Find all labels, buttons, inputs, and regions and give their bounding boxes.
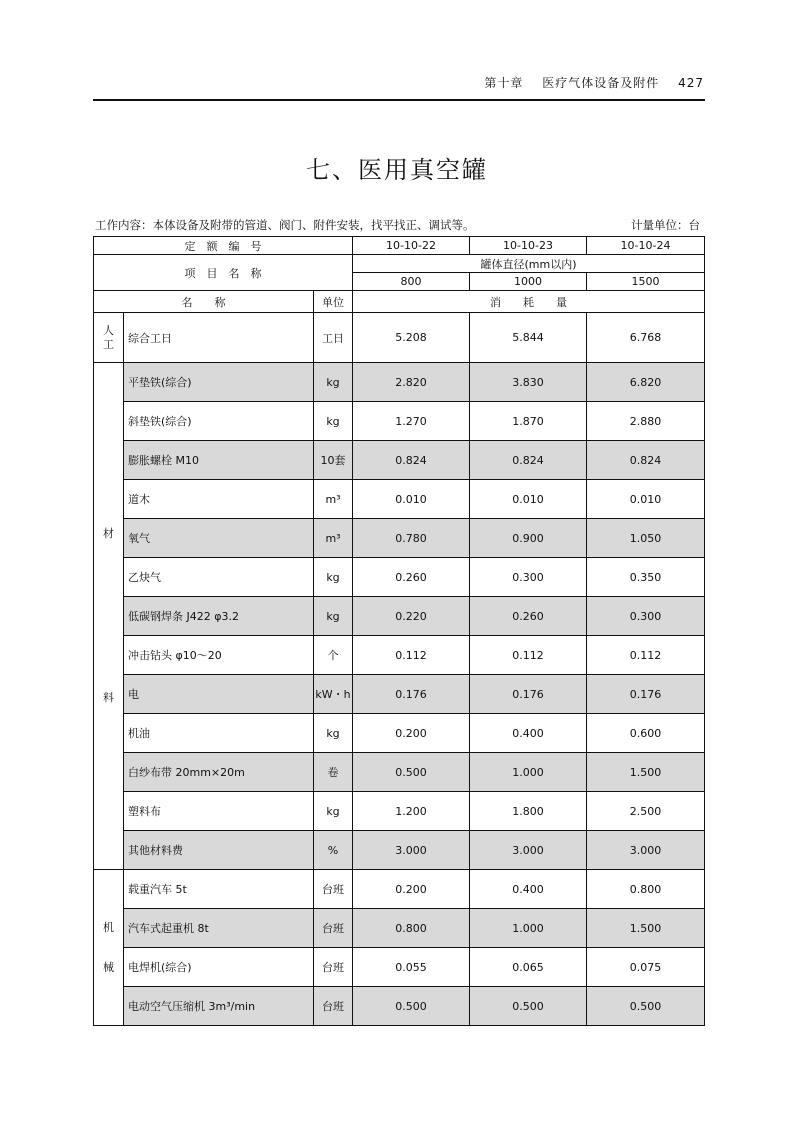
value-cell: 1.270: [353, 402, 470, 441]
code-cell: 10-10-23: [470, 237, 587, 255]
table-row: [94, 363, 705, 402]
table-row: [94, 948, 705, 987]
value-cell: 1.050: [587, 519, 705, 558]
table-row: [94, 597, 705, 636]
item-name: 电动空气压缩机 3m³/min: [124, 987, 314, 1026]
item-unit: %: [314, 831, 353, 870]
table-row: [94, 753, 705, 792]
value-cell: 0.824: [353, 441, 470, 480]
consumption-column-header: 消 耗 量: [353, 291, 705, 313]
item-unit: kg: [314, 792, 353, 831]
value-cell: 0.176: [587, 675, 705, 714]
item-unit: 卷: [314, 753, 353, 792]
item-unit: kW・h: [314, 675, 353, 714]
table-row: [94, 792, 705, 831]
value-cell: 0.112: [470, 636, 587, 675]
diameter-cell: 800: [353, 273, 470, 291]
section-title: 七、医用真空罐: [306, 156, 488, 184]
table-row: [94, 870, 705, 909]
category-labor: 人 工: [94, 313, 124, 363]
category-machine: 机 械: [94, 870, 124, 1026]
value-cell: 0.400: [470, 714, 587, 753]
value-cell: 0.200: [353, 714, 470, 753]
item-unit: kg: [314, 402, 353, 441]
value-cell: 5.844: [470, 313, 587, 363]
value-cell: 1.000: [470, 753, 587, 792]
item-name: 其他材料费: [124, 831, 314, 870]
value-cell: 0.824: [470, 441, 587, 480]
item-unit: 台班: [314, 948, 353, 987]
quota-code-row: [94, 237, 705, 255]
value-cell: 0.010: [470, 480, 587, 519]
item-unit: kg: [314, 714, 353, 753]
value-cell: 0.176: [353, 675, 470, 714]
value-cell: 0.010: [587, 480, 705, 519]
item-name: 斜垫铁(综合): [124, 402, 314, 441]
item-name: 塑料布: [124, 792, 314, 831]
value-cell: 3.000: [353, 831, 470, 870]
item-unit: 个: [314, 636, 353, 675]
diameter-cell: 1000: [470, 273, 587, 291]
value-cell: 0.260: [353, 558, 470, 597]
value-cell: 3.000: [587, 831, 705, 870]
value-cell: 1.500: [587, 753, 705, 792]
param-row: [94, 255, 705, 273]
value-cell: 0.055: [353, 948, 470, 987]
unit-note: 计量单位：台: [631, 218, 700, 232]
value-cell: 6.768: [587, 313, 705, 363]
value-cell: 0.260: [470, 597, 587, 636]
diameter-cell: 1500: [587, 273, 705, 291]
table-row: [94, 558, 705, 597]
item-name: 电: [124, 675, 314, 714]
item-name: 冲击钻头 φ10～20: [124, 636, 314, 675]
table-row: [94, 714, 705, 753]
value-cell: 6.820: [587, 363, 705, 402]
item-name: 平垫铁(综合): [124, 363, 314, 402]
category-material: 材 料: [94, 363, 124, 870]
value-cell: 2.880: [587, 402, 705, 441]
value-cell: 0.900: [470, 519, 587, 558]
item-name-label: 项 目 名 称: [94, 255, 353, 291]
value-cell: 0.780: [353, 519, 470, 558]
item-name: 氧气: [124, 519, 314, 558]
value-cell: 1.870: [470, 402, 587, 441]
quota-no-label: 定 额 编 号: [94, 237, 353, 255]
unit-column-header: 单位: [314, 291, 353, 313]
chapter-number: 第十章: [484, 76, 524, 90]
value-cell: 0.112: [587, 636, 705, 675]
chapter-title: 医疗气体设备及附件: [542, 76, 660, 90]
param-label: 罐体直径(mm以内): [353, 255, 705, 273]
quota-table: [93, 236, 705, 1026]
value-cell: 0.500: [353, 753, 470, 792]
value-cell: 0.300: [587, 597, 705, 636]
header-rule: [93, 99, 705, 101]
item-name: 道木: [124, 480, 314, 519]
value-cell: 3.000: [470, 831, 587, 870]
name-column-header: 名 称: [94, 291, 314, 313]
value-cell: 0.800: [353, 909, 470, 948]
item-name: 白纱布带 20mm×20m: [124, 753, 314, 792]
value-cell: 0.075: [587, 948, 705, 987]
value-cell: 0.065: [470, 948, 587, 987]
value-cell: 2.820: [353, 363, 470, 402]
item-name: 机油: [124, 714, 314, 753]
table-row: [94, 636, 705, 675]
item-unit: kg: [314, 363, 353, 402]
item-unit: 工日: [314, 313, 353, 363]
value-cell: 0.200: [353, 870, 470, 909]
code-cell: 10-10-22: [353, 237, 470, 255]
table-row: [94, 402, 705, 441]
table-row: [94, 909, 705, 948]
item-name: 低碳钢焊条 J422 φ3.2: [124, 597, 314, 636]
item-unit: 台班: [314, 870, 353, 909]
table-row: [94, 519, 705, 558]
running-header: [92, 74, 704, 90]
code-cell: 10-10-24: [587, 237, 705, 255]
item-unit: 台班: [314, 987, 353, 1026]
item-unit: m³: [314, 480, 353, 519]
value-cell: 0.010: [353, 480, 470, 519]
value-cell: 1.000: [470, 909, 587, 948]
value-cell: 0.350: [587, 558, 705, 597]
value-cell: 0.500: [353, 987, 470, 1026]
value-cell: 0.500: [587, 987, 705, 1026]
value-cell: 3.830: [470, 363, 587, 402]
value-cell: 1.500: [587, 909, 705, 948]
item-name: 综合工日: [124, 313, 314, 363]
value-cell: 1.800: [470, 792, 587, 831]
item-name: 载重汽车 5t: [124, 870, 314, 909]
table-row: [94, 313, 705, 363]
value-cell: 2.500: [587, 792, 705, 831]
value-cell: 0.300: [470, 558, 587, 597]
value-cell: 1.200: [353, 792, 470, 831]
value-cell: 0.220: [353, 597, 470, 636]
value-cell: 0.600: [587, 714, 705, 753]
item-unit: 10套: [314, 441, 353, 480]
page-number: 427: [678, 76, 704, 90]
table-row: [94, 675, 705, 714]
value-cell: 0.400: [470, 870, 587, 909]
value-cell: 0.824: [587, 441, 705, 480]
item-name: 汽车式起重机 8t: [124, 909, 314, 948]
table-row: [94, 480, 705, 519]
value-cell: 5.208: [353, 313, 470, 363]
item-name: 乙炔气: [124, 558, 314, 597]
item-unit: kg: [314, 597, 353, 636]
item-name: 膨胀螺栓 M10: [124, 441, 314, 480]
table-row: [94, 441, 705, 480]
value-cell: 0.176: [470, 675, 587, 714]
value-cell: 0.112: [353, 636, 470, 675]
item-name: 电焊机(综合): [124, 948, 314, 987]
table-row: [94, 987, 705, 1026]
item-unit: 台班: [314, 909, 353, 948]
value-cell: 0.500: [470, 987, 587, 1026]
table-row: [94, 831, 705, 870]
column-header-row: [94, 291, 705, 313]
item-unit: m³: [314, 519, 353, 558]
value-cell: 0.800: [587, 870, 705, 909]
work-content: 工作内容：本体设备及附带的管道、阀门、附件安装，找平找正、调试等。: [95, 218, 475, 232]
item-unit: kg: [314, 558, 353, 597]
